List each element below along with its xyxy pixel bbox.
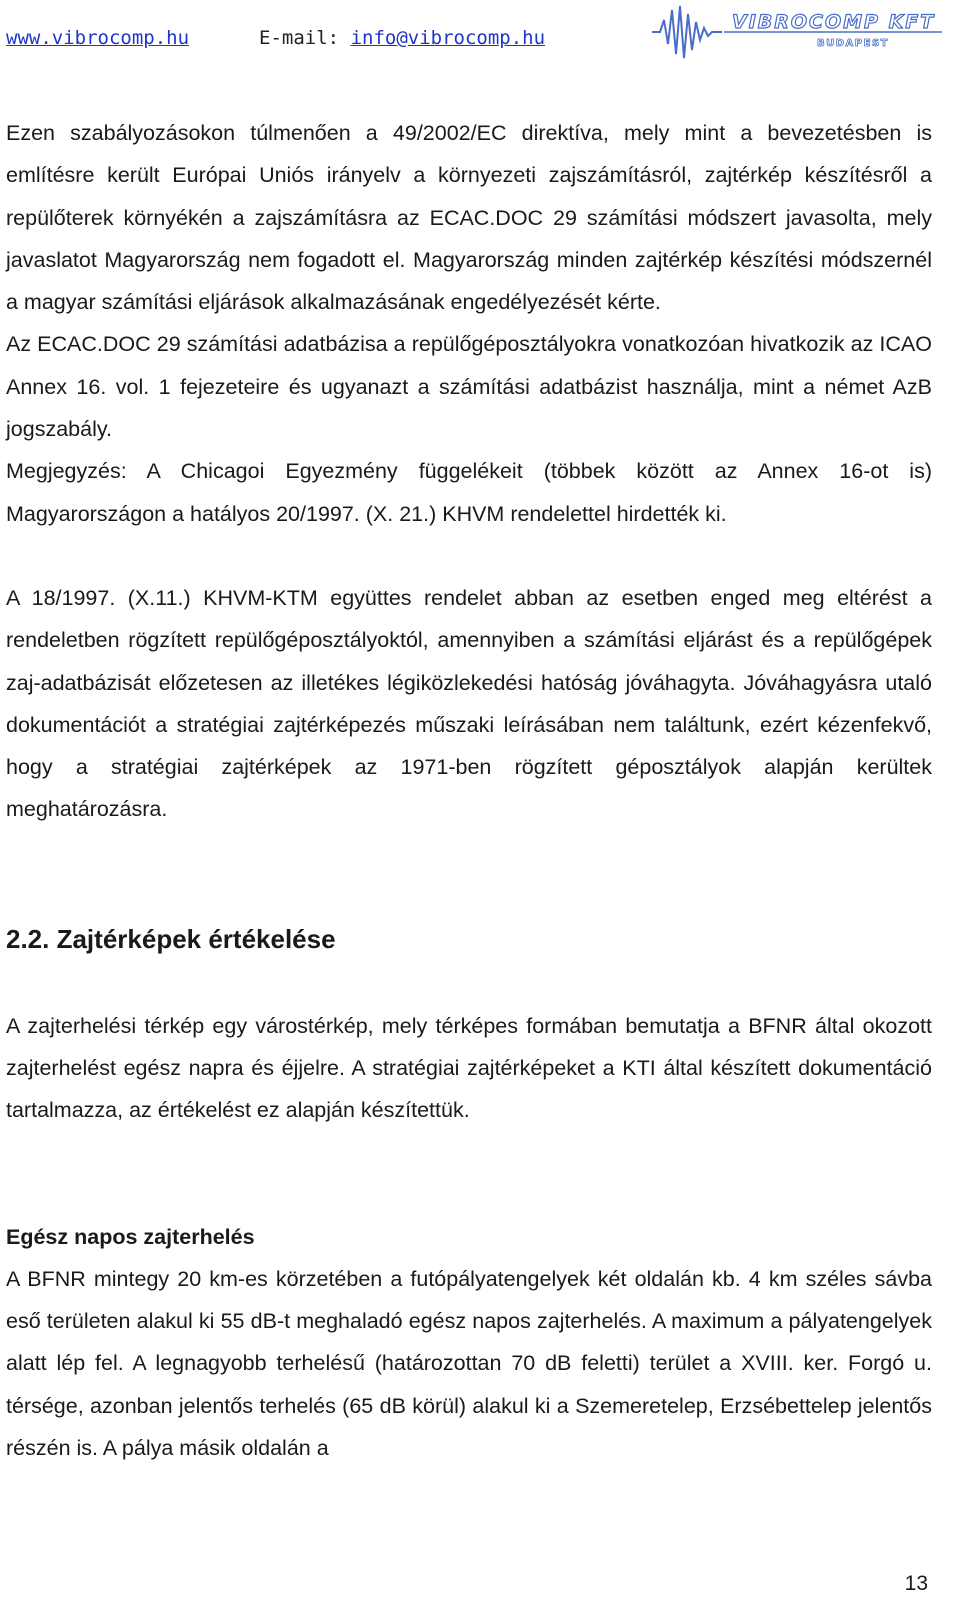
paragraph-regulation: A 18/1997. (X.11.) KHVM-KTM együttes rendelet abban az esetben enged meg eltérést a rendeletben rögzített repülőgéposztályoktól, amennyiben a számítási eljárást és a repülőgépek zaj-adatbázisát előzetesen az illetékes légiközlekedési hatóság jóváhagyta. Jóváhagyásra utaló dokumentációt a stratégiai zajtérképezés műszaki leírásában nem találtunk, ezért kézenfekvő, hogy a stratégiai zajtérképek az 1971-ben rögzített géposztályok alapján kerültek meghatározásra. [6, 585, 932, 822]
paragraph-daily-load: A BFNR mintegy 20 km-es körzetében a futópályatengelyek két oldalán kb. 4 km széles sávba eső területen alakul ki 55 dB-t meghaladó egész napos zajterhelés. A maximum a pályatengelyek alatt lép fel. A legnagyobb terhelésű (határozottan 70 dB feletti) terület a XVIII. ker. Forgó u. térsége, azonban jelentős terhelés (65 dB körül) alakul ki a Szemeretelep, Erzsébettelep jelentős részén is. A pálya másik oldalán a [6, 1266, 932, 1460]
email-link[interactable]: info@vibrocomp.hu [350, 27, 546, 49]
paragraph-note: Megjegyzés: A Chicagoi Egyezmény függelékeit (többek között az Annex 16-ot is) Magyarországon a hatályos 20/1997. (X. 21.) KHVM rendelettel hirdették ki. [6, 459, 932, 526]
subsection-title: Egész napos zajterhelés [6, 1224, 255, 1249]
paragraph-directive: Ezen szabályozásokon túlmenően a 49/2002/EC direktíva, mely mint a bevezetésben is említésre került Európai Uniós irányelv a környezeti zajszámításról, zajtérkép készítésről a repülőterek környékén a zajszámításra az ECAC.DOC 29 számítási módszert javasolta, mely javaslatot Magyarország nem fogadott el. Magyarország minden zajtérkép készítési módszernél a magyar számítási eljárások alkalmazásának engedélyezését kérte. [6, 121, 932, 315]
email-label: E-mail: [259, 27, 340, 49]
waveform-graphic [652, 6, 722, 58]
vibrocomp-logo [652, 0, 942, 62]
paragraph-ecac-database: Az ECAC.DOC 29 számítási adatbázisa a repülőgéposztályokra vonatkozóan hivatkozik az ICAO Annex 16. vol. 1 fejezeteire és ugyanazt a számítási adatbázist használja, mint a német AzB jogszabály. [6, 332, 932, 442]
paragraph-noise-map: A zajterhelési térkép egy várostérkép, mely térképes formában bemutatja a BFNR által okozott zajterhelést egész napra és éjjelre. A stratégiai zajtérképeket a KTI által készített dokumentáció tartalmazza, az értékelést ez alapján készítettük. [6, 1013, 932, 1123]
page-number: 13 [904, 1572, 928, 1595]
logo-text: VIBROCOMP KFT [732, 11, 936, 33]
header-contact [6, 27, 545, 49]
page-header [0, 0, 960, 80]
website-link[interactable]: www.vibrocomp.hu [6, 27, 190, 49]
document-body [6, 112, 932, 1469]
logo-subtext: BUDAPEST [817, 38, 889, 49]
section-title: 2.2. Zajtérképek értékelése [6, 923, 336, 954]
